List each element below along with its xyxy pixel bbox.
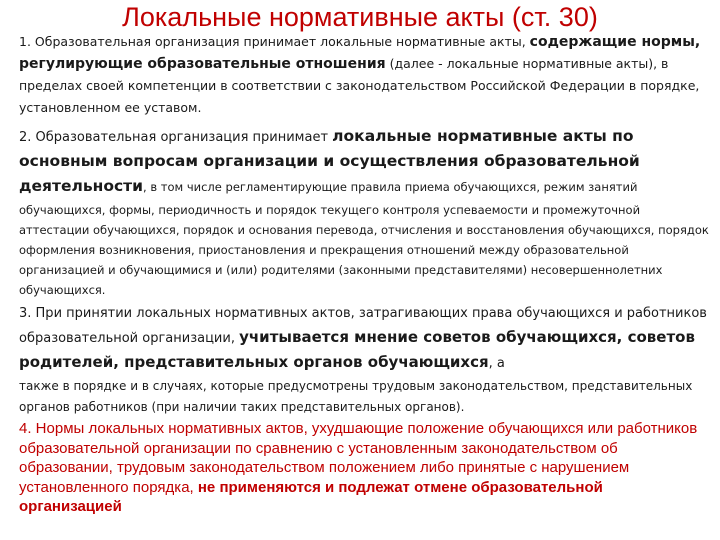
paragraph-3-comma: , а (488, 356, 505, 371)
slide-content (19, 31, 709, 517)
paragraph-3-intro: 3. При принятии локальных нормативных актов, затрагивающих права обучающихся и работников образовательной организации, (19, 306, 707, 346)
paragraph-3-emphasis: учитывается мнение советов обучающихся, советов родителей, представительных органов обучающихся (19, 328, 695, 371)
paragraph-2-intro: 2. Образовательная организация принимает (19, 130, 333, 145)
paragraph-2-mid: , в том числе регламентирующие правила приема обучающихся, режим занятий (143, 180, 638, 194)
paragraph-4 (19, 419, 709, 517)
paragraph-3 (19, 302, 709, 417)
paragraph-3-rest: также в порядке и в случаях, которые предусмотрены трудовым законодательством, представительных органов работников (при наличии таких представительных органов). (19, 379, 693, 414)
slide-title: Локальные нормативные акты (ст. 30) (122, 2, 598, 32)
paragraph-2-emphasis: локальные нормативные акты по основным вопросам организации и осуществления образовательной деятельности (19, 127, 640, 195)
paragraph-4-emphasis: не применяются и подлежат отмене образовательной организацией (19, 478, 603, 515)
paragraph-1-rest: (далее - локальные нормативные акты), в пределах своей компетенции в соответствии с законодательством Российской Федерации в порядке, установленном ее уставом. (19, 56, 700, 115)
paragraph-1-emphasis: содержащие нормы, регулирующие образовательные отношения (19, 34, 701, 72)
paragraph-4-text: 4. Нормы локальных нормативных актов, ухудшающие положение обучающихся или работников образовательной организации по сравнению с установленным законодательством об образовании, трудовым законодательством положением либо принятые с нарушением установленного порядка, (19, 420, 698, 496)
paragraph-2-rest: обучающихся, формы, периодичность и порядок текущего контроля успеваемости и промежуточной аттестации обучающихся, порядок и основания перевода, отчисления и восстановления обучающихся, порядок оформления возникновения, приостановления и прекращения отношений между образовательной организацией и обучающимися и (или) родителями (законными представителями) несовершеннолетних обучающихся. (19, 203, 709, 297)
paragraph-1 (19, 31, 709, 119)
paragraph-2 (19, 124, 709, 299)
paragraph-1-intro: 1. Образовательная организация принимает локальные нормативные акты, (19, 34, 530, 49)
